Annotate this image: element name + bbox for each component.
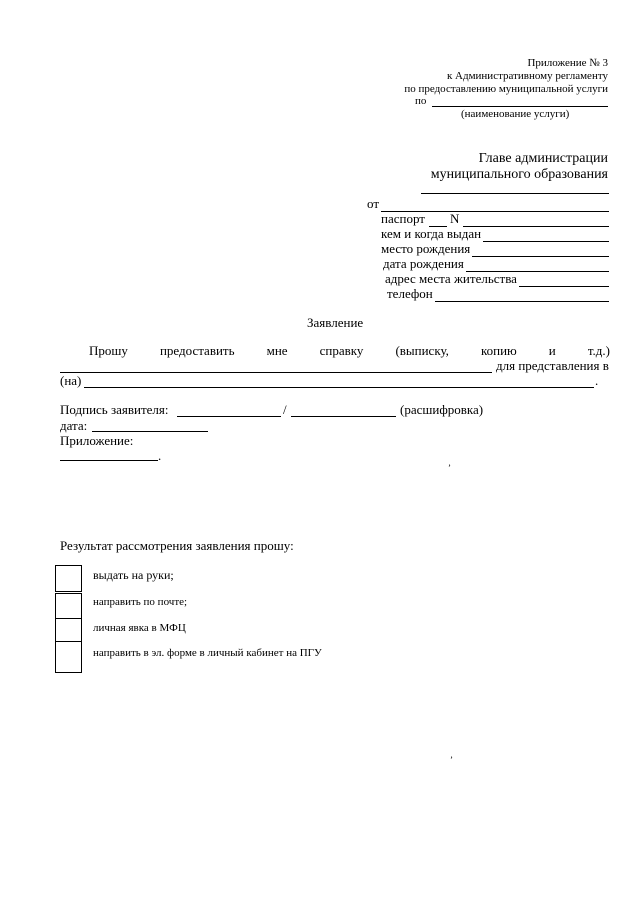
request-word: т.д.) xyxy=(587,343,610,358)
request-text-line xyxy=(89,343,610,359)
request-word: и xyxy=(548,343,556,358)
regulation-reference: к Административному регламенту xyxy=(446,70,608,82)
scan-speck: ’ xyxy=(450,755,453,765)
addressee-name-line[interactable] xyxy=(421,193,609,194)
passport-label: паспорт xyxy=(381,211,425,226)
option-mfc-visit-label: личная явка в МФЦ xyxy=(93,622,186,634)
from-field[interactable] xyxy=(367,196,609,212)
attachment-period: . xyxy=(158,448,162,463)
date-line[interactable] xyxy=(92,431,208,432)
checkbox-by-mail[interactable] xyxy=(55,593,82,620)
signature-line[interactable] xyxy=(177,416,281,417)
submission-target-line[interactable] xyxy=(84,387,594,388)
phone-field[interactable] xyxy=(387,286,609,302)
request-details-line[interactable] xyxy=(60,372,492,373)
na-label: (на) xyxy=(60,373,82,388)
request-word: Прошу xyxy=(89,343,128,358)
addressee-line-1: Главе администрации xyxy=(478,151,608,166)
from-label: от xyxy=(367,196,380,211)
signature-decode-line[interactable] xyxy=(291,416,396,417)
attachment-line[interactable] xyxy=(60,460,158,461)
for-submission-text: для представления в xyxy=(496,358,609,373)
birthdate-field[interactable] xyxy=(383,256,609,272)
birthplace-field[interactable] xyxy=(381,241,609,257)
request-word: (выписку, xyxy=(395,343,449,358)
request-word: справку xyxy=(319,343,364,358)
po-label: по xyxy=(415,95,427,107)
option-by-mail-label: направить по почте; xyxy=(93,596,188,608)
phone-label: телефон xyxy=(387,286,433,301)
issued-by-field[interactable] xyxy=(381,226,609,242)
request-word: предоставить xyxy=(159,343,235,358)
passport-n-label: N xyxy=(449,211,460,226)
request-word: мне xyxy=(266,343,288,358)
address-label: адрес места жительства xyxy=(385,271,517,286)
service-provision-text: по предоставлению муниципальной услуги xyxy=(404,83,608,95)
submission-period: . xyxy=(595,373,599,388)
date-label: дата: xyxy=(60,418,88,433)
signature-label: Подпись заявителя: xyxy=(60,402,169,417)
addressee-line-2: муниципального образования xyxy=(430,167,608,182)
attachment-label: Приложение: xyxy=(60,433,134,448)
request-word: копию xyxy=(480,343,517,358)
checkbox-handover[interactable] xyxy=(55,565,82,592)
birthdate-label: дата рождения xyxy=(383,256,464,271)
phone-line[interactable] xyxy=(435,289,609,302)
option-handover-label: выдать на руки; xyxy=(93,568,174,582)
checkbox-electronic[interactable] xyxy=(55,641,82,673)
passport-field[interactable] xyxy=(381,211,609,227)
service-name-hint: (наименование услуги) xyxy=(461,108,570,120)
issued-by-label: кем и когда выдан xyxy=(381,226,482,241)
result-heading: Результат рассмотрения заявления прошу: xyxy=(60,538,294,553)
scan-speck: ’ xyxy=(448,463,451,473)
option-electronic-label: направить в эл. форме в личный кабинет на ПГУ xyxy=(93,647,322,659)
address-field[interactable] xyxy=(385,271,609,287)
signature-decode-hint: (расшифровка) xyxy=(400,402,484,417)
signature-slash: / xyxy=(283,402,287,417)
service-name-line[interactable] xyxy=(432,106,608,107)
birthplace-label: место рождения xyxy=(381,241,471,256)
document-title: Заявление xyxy=(307,315,364,330)
appendix-number: Приложение № 3 xyxy=(527,57,608,69)
